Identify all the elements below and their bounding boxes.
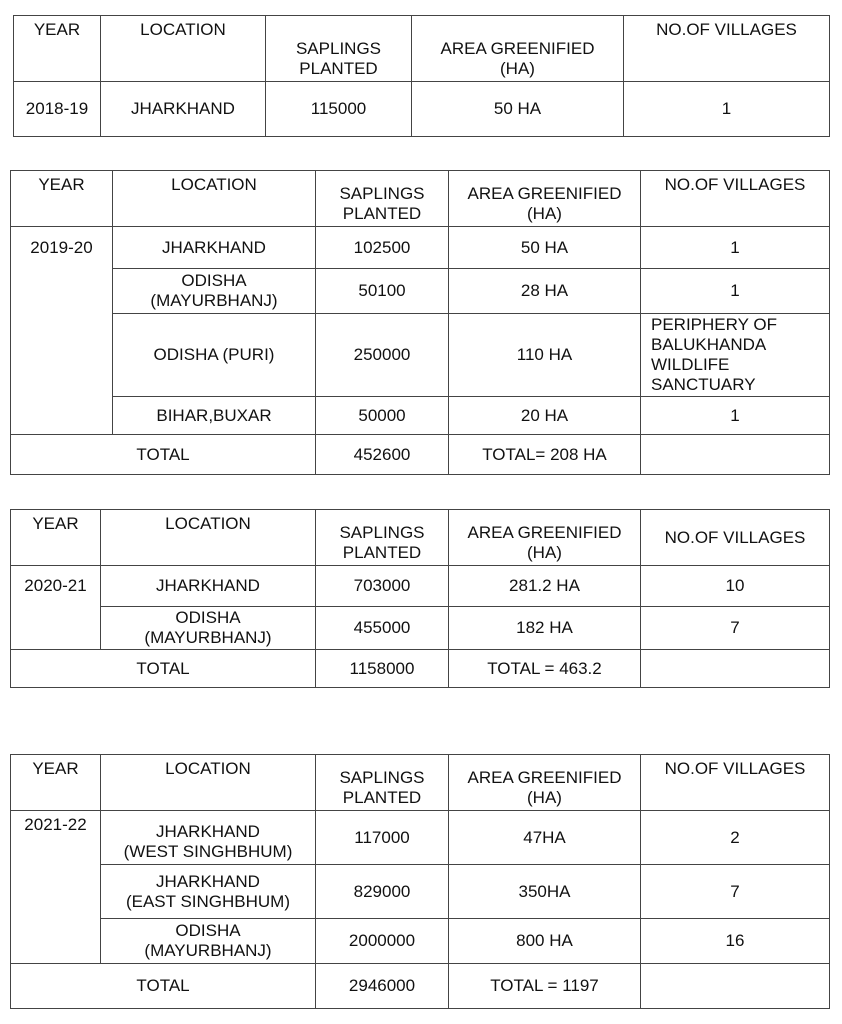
saplings-cell: 102500 bbox=[316, 227, 449, 269]
saplings-header: SAPLINGS PLANTED bbox=[316, 755, 449, 811]
year-cell bbox=[11, 607, 101, 650]
area-cell: 50 HA bbox=[412, 82, 624, 137]
location-cell: JHARKHAND (EAST SINGHBHUM) bbox=[101, 865, 316, 919]
area-header: AREA GREENIFIED (HA) bbox=[449, 755, 641, 811]
villages-header: NO.OF VILLAGES bbox=[641, 171, 830, 227]
total-villages bbox=[641, 435, 830, 475]
location-cell: ODISHA (MAYURBHANJ) bbox=[101, 919, 316, 964]
villages-cell: 7 bbox=[641, 865, 830, 919]
year-header: YEAR bbox=[11, 510, 101, 566]
total-saplings: 1158000 bbox=[316, 650, 449, 688]
table-row bbox=[11, 811, 830, 865]
villages-header: NO.OF VILLAGES bbox=[624, 16, 830, 82]
saplings-cell: 250000 bbox=[316, 314, 449, 397]
saplings-header: SAPLINGS PLANTED bbox=[266, 16, 412, 82]
table-row bbox=[11, 227, 830, 269]
location-cell: BIHAR,BUXAR bbox=[113, 397, 316, 435]
villages-cell: 1 bbox=[641, 269, 830, 314]
year-cell bbox=[11, 397, 113, 435]
location-header: LOCATION bbox=[101, 16, 266, 82]
year-header: YEAR bbox=[14, 16, 101, 82]
area-cell: 47HA bbox=[449, 811, 641, 865]
location-cell: ODISHA (PURI) bbox=[113, 314, 316, 397]
plantation-table-2019-20 bbox=[10, 170, 830, 475]
villages-header: NO.OF VILLAGES bbox=[641, 755, 830, 811]
total-label: TOTAL bbox=[11, 650, 316, 688]
saplings-cell: 117000 bbox=[316, 811, 449, 865]
area-cell: 20 HA bbox=[449, 397, 641, 435]
table-header-row bbox=[14, 16, 830, 82]
total-villages bbox=[641, 964, 830, 1009]
location-header: LOCATION bbox=[113, 171, 316, 227]
saplings-cell: 703000 bbox=[316, 566, 449, 607]
year-cell: 2020-21 bbox=[11, 566, 101, 607]
plantation-table-2020-21 bbox=[10, 509, 830, 688]
table-row bbox=[14, 82, 830, 137]
area-cell: 182 HA bbox=[449, 607, 641, 650]
saplings-cell: 455000 bbox=[316, 607, 449, 650]
total-label: TOTAL bbox=[11, 964, 316, 1009]
villages-cell: 7 bbox=[641, 607, 830, 650]
year-cell bbox=[11, 865, 101, 919]
table-row bbox=[11, 314, 830, 397]
saplings-cell: 829000 bbox=[316, 865, 449, 919]
location-cell: ODISHA (MAYURBHANJ) bbox=[113, 269, 316, 314]
year-header: YEAR bbox=[11, 755, 101, 811]
total-row bbox=[11, 650, 830, 688]
year-cell: 2019-20 bbox=[11, 227, 113, 269]
year-cell: 2021-22 bbox=[11, 811, 101, 865]
villages-cell: 16 bbox=[641, 919, 830, 964]
total-row bbox=[11, 435, 830, 475]
total-saplings: 2946000 bbox=[316, 964, 449, 1009]
area-header: AREA GREENIFIED (HA) bbox=[449, 510, 641, 566]
location-cell: JHARKHAND bbox=[101, 82, 266, 137]
villages-cell: 1 bbox=[624, 82, 830, 137]
area-cell: 350HA bbox=[449, 865, 641, 919]
total-villages bbox=[641, 650, 830, 688]
plantation-table-2021-22 bbox=[10, 754, 830, 1009]
total-area: TOTAL= 208 HA bbox=[449, 435, 641, 475]
total-row bbox=[11, 964, 830, 1009]
table-row bbox=[11, 397, 830, 435]
year-header: YEAR bbox=[11, 171, 113, 227]
area-cell: 28 HA bbox=[449, 269, 641, 314]
saplings-header: SAPLINGS PLANTED bbox=[316, 510, 449, 566]
location-header: LOCATION bbox=[101, 510, 316, 566]
year-cell bbox=[11, 269, 113, 314]
area-cell: 110 HA bbox=[449, 314, 641, 397]
plantation-table-2018-19 bbox=[13, 15, 830, 137]
table-row bbox=[11, 566, 830, 607]
total-saplings: 452600 bbox=[316, 435, 449, 475]
location-cell: JHARKHAND bbox=[113, 227, 316, 269]
location-header: LOCATION bbox=[101, 755, 316, 811]
saplings-header: SAPLINGS PLANTED bbox=[316, 171, 449, 227]
table-row bbox=[11, 269, 830, 314]
villages-cell: 1 bbox=[641, 227, 830, 269]
area-header: AREA GREENIFIED (HA) bbox=[449, 171, 641, 227]
location-cell: JHARKHAND bbox=[101, 566, 316, 607]
year-cell: 2018-19 bbox=[14, 82, 101, 137]
area-cell: 281.2 HA bbox=[449, 566, 641, 607]
total-area: TOTAL = 463.2 bbox=[449, 650, 641, 688]
table-row bbox=[11, 865, 830, 919]
villages-cell: 10 bbox=[641, 566, 830, 607]
table-header-row bbox=[11, 755, 830, 811]
villages-cell: 1 bbox=[641, 397, 830, 435]
area-header: AREA GREENIFIED (HA) bbox=[412, 16, 624, 82]
saplings-cell: 115000 bbox=[266, 82, 412, 137]
year-cell bbox=[11, 314, 113, 397]
location-cell: JHARKHAND (WEST SINGHBHUM) bbox=[101, 811, 316, 865]
saplings-cell: 50000 bbox=[316, 397, 449, 435]
year-cell bbox=[11, 919, 101, 964]
villages-cell: 2 bbox=[641, 811, 830, 865]
villages-header: NO.OF VILLAGES bbox=[641, 510, 830, 566]
location-cell: ODISHA (MAYURBHANJ) bbox=[101, 607, 316, 650]
area-cell: 50 HA bbox=[449, 227, 641, 269]
total-label: TOTAL bbox=[11, 435, 316, 475]
saplings-cell: 50100 bbox=[316, 269, 449, 314]
table-row bbox=[11, 919, 830, 964]
table-header-row bbox=[11, 510, 830, 566]
table-header-row bbox=[11, 171, 830, 227]
villages-cell: PERIPHERY OF BALUKHANDA WILDLIFE SANCTUARY bbox=[641, 314, 830, 397]
area-cell: 800 HA bbox=[449, 919, 641, 964]
total-area: TOTAL = 1197 bbox=[449, 964, 641, 1009]
saplings-cell: 2000000 bbox=[316, 919, 449, 964]
table-row bbox=[11, 607, 830, 650]
